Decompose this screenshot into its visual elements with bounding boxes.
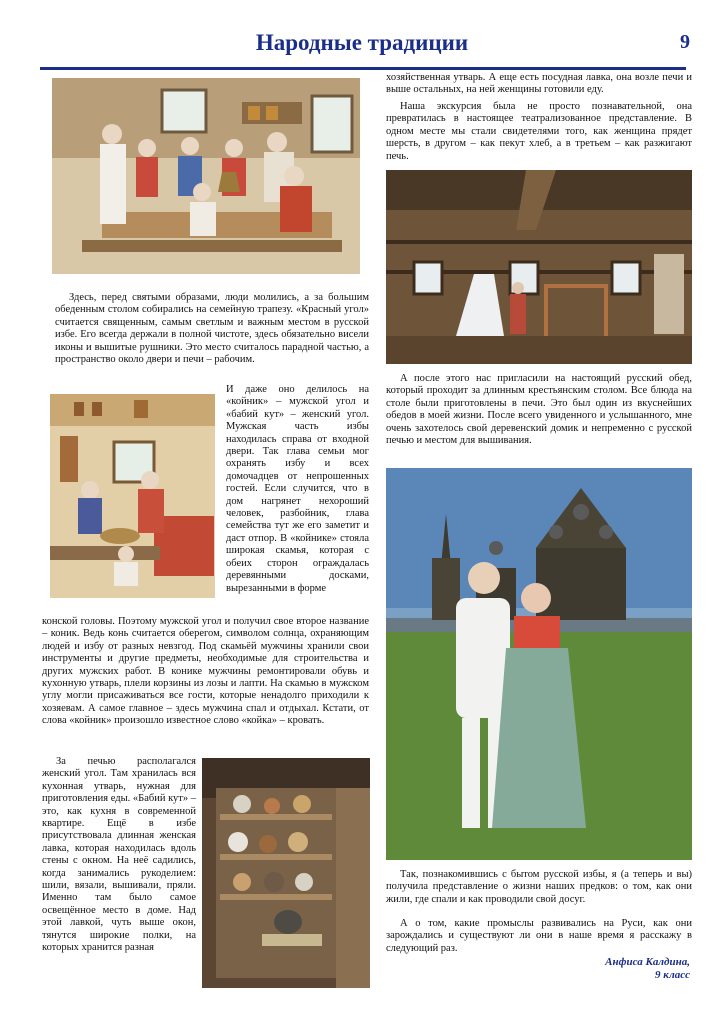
- photo-kizhi: [386, 468, 692, 860]
- left-paragraph-2: конской головы. Поэтому мужской угол и получил свое второе название – коник. Ведь конь считается оберегом, символом солнца, охраняющим людей и избу от разных невзгод. Под скамьёй мужчины хранили свои инструменты и другие предметы, необходимые для строительства и других мужских работ. В конике мужчины ремонтировали обувь и кухонную утварь, плели корзины из лозы и лапти. На скамью в мужском углу могли присаживаться все гости, которые ненадолго приходили к хозяевам. А самое главное – здесь мужчина спал и отдыхал. Кстати, от слова «койник» произошло известное слово «койка» – кровать.: [42, 616, 369, 727]
- right-paragraph-2: Наша экскурсия была не просто познавательной, она превратилась в настоящее театрализованное представление. В одном месте мы стали свидетелями того, как женщина прядет шерсть, в другом – как пекут хлеб, а в третьем – как разжигают печь.: [386, 101, 692, 162]
- right-paragraph-5: А о том, какие промыслы развивались на Руси, как они зарождались и существуют ли они в наше время я расскажу в следующий раз.: [386, 918, 692, 954]
- right-paragraph-1: хозяйственная утварь. А еще есть посудная лавка, она возле печи и выше остальных, на ней женщины готовили еду.: [386, 72, 692, 96]
- left-paragraph-1: Здесь, перед святыми образами, люди молились, а за большим обеденным столом собирались на семейную трапезу. «Красный угол» считается священным, самым светлым и важным местом в русской избе. Его всегда держали в полной чистоте, здесь обязательно висели иконы и вышитые рушники. Это место считалось парадной частью, а пространство около двери и печи – рабочим.: [55, 292, 369, 366]
- left-paragraph-2-beside: И даже оно делилось на «койник» – мужской угол и «бабий кут» – женский угол. Мужская часть избы находилась справа от входной двери. Так глава семьи мог охранять избу и всех домочадцев от непрошенных гостей. Если случится, что в дом нагрянет нехороший человек, разбойник, глава семейства тут же его заметит и даст отпор. В «койнике» стояла широкая скамья, которая с обеих сторон ограждалась деревянными досками, вырезанными в форме: [226, 384, 369, 594]
- right-paragraph-3: А после этого нас пригласили на настоящий русский обед, который проходит за длинным крестьянским столом. Все блюда на столе были приготовлены в печи. Это был один из вкуснейших обедов в моей жизни. После всего увиденного и услышанного, мне очень захотелось свой деревенский домик и непременно с русской печью и местом для вышивания.: [386, 373, 692, 447]
- left-paragraph-3: За печью располагался женский угол. Там хранилась вся кухонная утварь, нужная для приготовления еды. «Бабий кут» – это, как кухня в современной квартире. Ещё в избе присутствовала длинная женская лавка, которая находилась вдоль стены с окном. На неё садились, когда занимались рукоделием: шили, вязали, вышивали, пряли. Именно там было самое освещённое место в доме. Над этой лавкой, чуть выше окон, тянутся широкие полки, на которых хранится разная: [42, 756, 196, 954]
- photo-izba-interior: [386, 170, 692, 364]
- page-title: Народные традиции: [255, 30, 469, 55]
- right-paragraph-4: Так, познакомившись с бытом русской избы, я (а теперь и вы) получила представление о жизни наших предков: о том, как они жили, где спали и как проводили свой досуг.: [386, 869, 692, 905]
- illustration-family-table: [42, 72, 370, 284]
- author-signature: [605, 956, 690, 982]
- illustration-koinik: [44, 386, 221, 608]
- header-divider: [40, 67, 686, 70]
- page-number: 9: [680, 31, 690, 53]
- author-grade: 9 класс: [655, 969, 690, 981]
- author-name: Анфиса Калдина,: [605, 956, 690, 968]
- photo-kitchen-shelves: [202, 758, 370, 988]
